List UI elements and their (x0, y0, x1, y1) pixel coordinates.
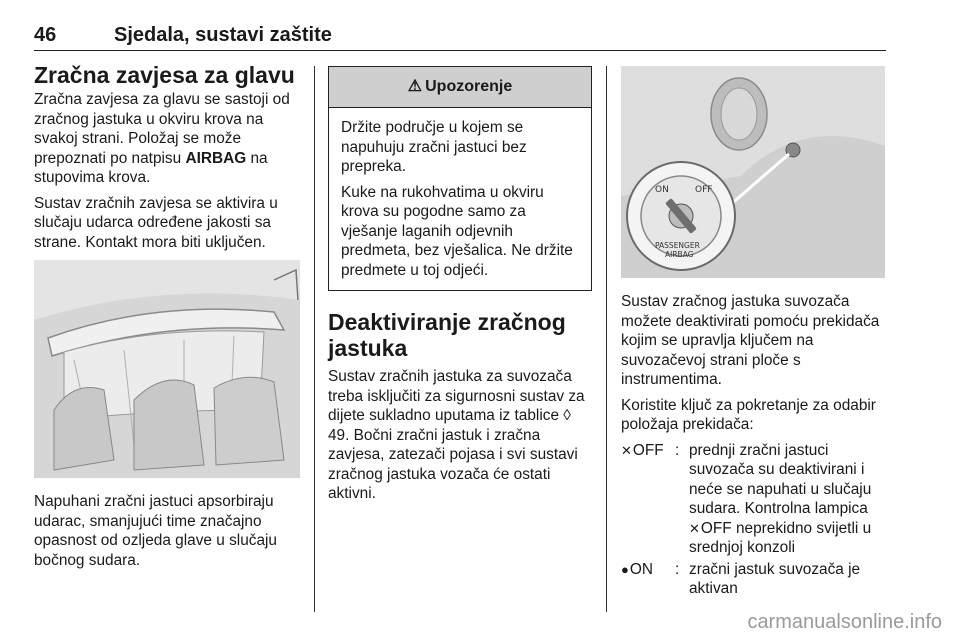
column-divider (606, 66, 607, 612)
warning-title: Upozorenje (425, 78, 513, 95)
column-switch (621, 66, 887, 601)
section-heading: Zračna zavjesa za glavu (34, 62, 295, 88)
list-item (621, 441, 887, 558)
column-divider (314, 66, 315, 612)
position-description: prednji zračni jastuci suvozača su deaktivirani i neće se napuhati u slučaju sudara. Kontrolna lampica ✕OFF neprekidno svijetli u srednjoj konzoli (689, 441, 872, 556)
separator: : (675, 441, 680, 459)
watermark: carmanualsonline.info (747, 611, 942, 633)
airbag-switch-illustration (621, 66, 885, 278)
page-number: 46 (34, 24, 57, 46)
column-deactivation (328, 66, 592, 510)
switch-airbag-label: AIRBAG (665, 250, 694, 259)
position-description: zračni jastuk suvozača je aktivan (689, 560, 861, 597)
airbag-on-icon: ● (621, 561, 629, 577)
airbag-off-icon: ✕ (689, 520, 700, 536)
curtain-airbag-illustration (34, 260, 300, 478)
warning-triangle-icon: ⚠ (407, 78, 423, 95)
warning-paragraph: Kuke na rukohvatima u okviru krova su pogodne samo za vješanje laganih odjevnih predmeta, bez vješalica. Ne držite predmete u toj odjeći. (341, 183, 573, 279)
airbag-off-icon: ✕ (621, 442, 632, 458)
text: Zračna zavjesa za glavu se sastoji od zračnog jastuka u okviru krova na svakoj strani. Položaj se može prepoznati po natpisu (34, 91, 290, 167)
switch-on-label: ON (655, 185, 669, 195)
column-head-curtain (34, 62, 300, 576)
section-heading: Deaktiviranje zračnog jastuka (328, 309, 566, 361)
page-title: Sjedala, sustavi zaštite (114, 24, 332, 46)
paragraph (34, 90, 300, 188)
position-on: ●ON (621, 560, 653, 578)
paragraph: Napuhani zračni jastuci apsorbiraju udarac, smanjujući time značajno opasnost od ozljeda glave u slučaju bočnog sudara. (34, 493, 277, 569)
list-item (621, 560, 887, 599)
warning-header (329, 67, 591, 108)
switch-off-label: OFF (695, 185, 713, 195)
paragraph: Koristite ključ za pokretanje za odabir položaja prekidača: (621, 396, 876, 433)
position-off: ✕OFF (621, 441, 664, 459)
switch-positions-list (621, 441, 887, 599)
separator: : (675, 560, 680, 578)
airbag-switch-drawing (621, 66, 885, 278)
airbag-label: AIRBAG (185, 149, 247, 167)
paragraph: Sustav zračnih zavjesa se aktivira u slučaju udarca određene jakosti sa strane. Kontakt mora biti uključen. (34, 194, 278, 251)
warning-box (328, 66, 592, 291)
paragraph: Sustav zračnih jastuka za suvozača treba isključiti za sigurnosni sustav za dijete sukladno uputama iz tablice ◊ 49. Bočni zračni jastuk i zračna zavjesa, zatezači pojasa i svi sustavi zračnog jastuka vozača će ostati aktivni. (328, 368, 585, 502)
warning-paragraph: Držite područje u kojem se napuhuju zračni jastuci bez prepreka. (341, 119, 527, 175)
curtain-airbag-drawing (34, 260, 300, 478)
switch-passenger-label: PASSENGER (655, 241, 700, 250)
paragraph: Sustav zračnog jastuka suvozača možete deaktivirati pomoću prekidača kojim se upravlja ključem na suvozačevoj strani ploče s instrumentima. (621, 293, 880, 388)
text: na stupovima krova. (34, 149, 268, 186)
page-header (34, 22, 886, 51)
